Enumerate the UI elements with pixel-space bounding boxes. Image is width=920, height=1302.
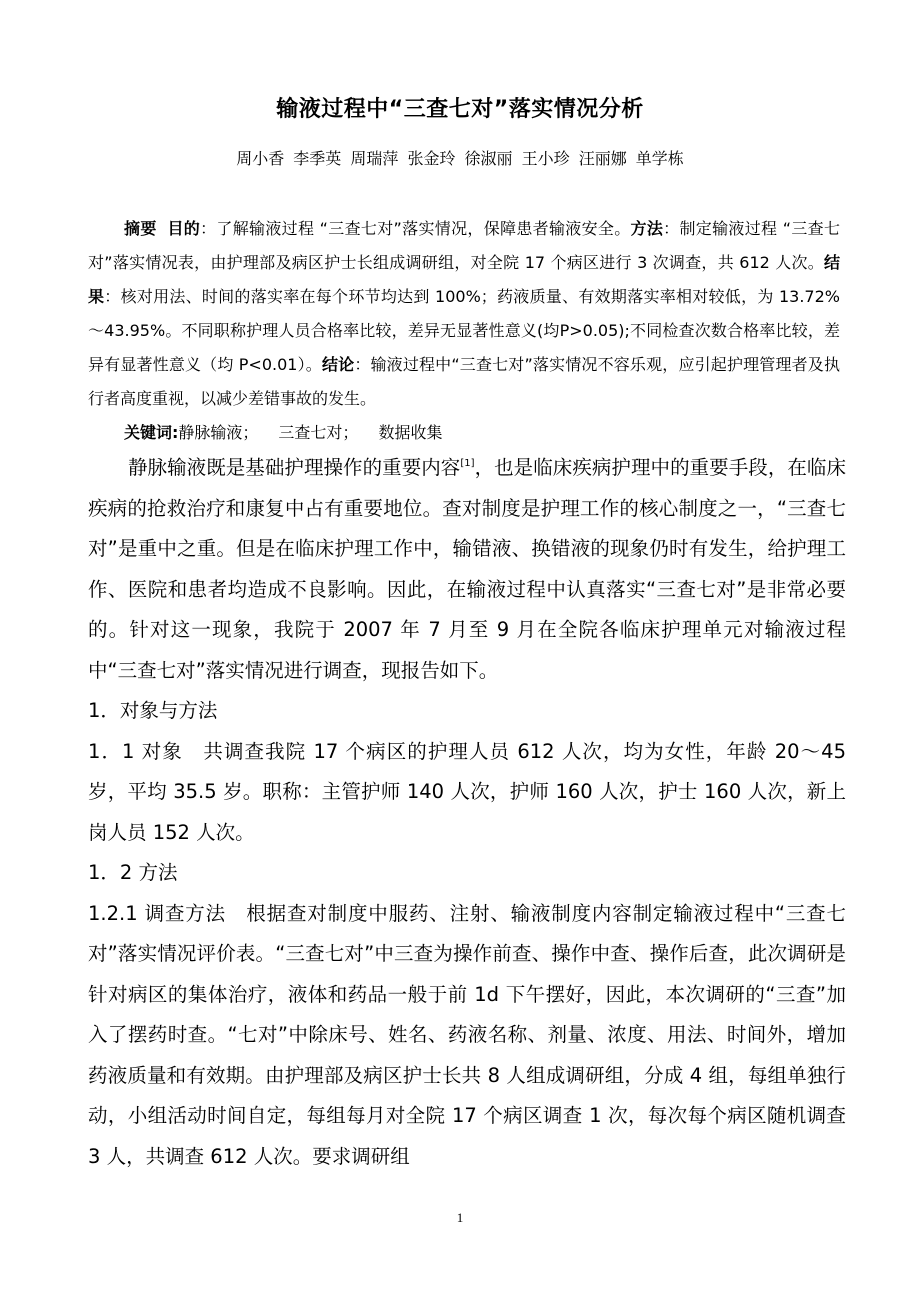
method-label: 方法 (630, 219, 664, 238)
objective-label: 目的 (167, 219, 201, 238)
conclusion-label: 结论 (321, 355, 355, 374)
reference-citation[interactable]: [1] (460, 458, 475, 469)
intro-text-rest: ，也是临床疾病护理中的重要手段，在临床疾病的抢救治疗和康复中占有重要地位。查对制度是护理工作的核心制度之一，“三查七对”是重中之重。但是在临床护理工作中，输错液、换错液的现象仍时有发生，给护理工作、医院和患者均造成不良影响。因此，在输液过程中认真落实“三查七对”是非常必要的。针对这一现象，我院于 2007 年 7 月至 9 月在全院各临床护理单元对输液过程中“三查七对”落实情况进行调查，现报告如下。 (88, 456, 846, 682)
result-text: ：核对用法、时间的落实率在每个环节均达到 100%；药液质量、有效期落实率相对较低，为 13.72%～43.95%。不同职称护理人员合格率比较，差异无显著性意义(均P>0.05);不同检查次数合格率比较，差异有显著性意义（均 P<0.01）。 (88, 287, 840, 374)
keywords-line (88, 416, 840, 450)
page-number: 1 (456, 1210, 464, 1225)
keyword-item: 三查七对； (278, 423, 359, 442)
result-label: 结果 (88, 253, 840, 306)
main-body (88, 448, 846, 1177)
section-1-1-paragraph: 1．1 对象 共调查我院 17 个病区的护理人员 612 人次，均为女性，年龄 20～45 岁，平均 35.5 岁。职称：主管护师 140 人次，护师 160 人次，护士 160 人次，新上岗人员 152 人次。 (88, 739, 846, 844)
section-heading-1: 1．对象与方法 (88, 699, 218, 722)
section-heading-1-2: 1．2 方法 (88, 861, 178, 884)
abstract-paragraph (88, 212, 840, 416)
abstract-block (88, 212, 840, 450)
method-text: ：制定输液过程 “三查七对”落实情况表，由护理部及病区护士长组成调研组，对全院 17 个病区进行 3 次调查，共 612 人次。 (88, 219, 840, 272)
objective-text: ：了解输液过程 “三查七对”落实情况，保障患者输液安全。 (200, 219, 631, 238)
section-1-2-1-paragraph: 1.2.1 调查方法 根据查对制度中服药、注射、输液制度内容制定输液过程中“三查七对”落实情况评价表。“三查七对”中三查为操作前查、操作中查、操作后查，此次调研是针对病区的集体治疗，液体和药品一般于前 1d 下午摆好，因此，本次调研的“三查”加入了摆药时查。“七对”中除床号、姓名、药液名称、剂量、浓度、用法、时间外，增加药液质量和有效期。由护理部及病区护士长共 8 人组成调研组，分成 4 组，每组单独行动，小组活动时间自定，每组每月对全院 17 个病区调查 1 次，每次每个病区随机调查 3 人，共调查 612 人次。要求调研组 (88, 901, 846, 1168)
keywords-label: 关键词: (124, 423, 179, 442)
intro-paragraph (88, 448, 846, 691)
conclusion-text: ：输液过程中“三查七对”落实情况不容乐观，应引起护理管理者及执行者高度重视，以减少差错事故的发生。 (88, 355, 840, 408)
keyword-item: 数据收集 (378, 423, 443, 442)
intro-text-start: 静脉输液既是基础护理操作的重要内容 (128, 456, 461, 479)
abstract-label: 摘要 (124, 219, 157, 238)
article-title: 输液过程中“三查七对”落实情况分析 (276, 97, 644, 122)
author-list: 周小香 李季英 周瑞萍 张金玲 徐淑丽 王小珍 汪丽娜 单学栋 (236, 149, 684, 168)
keyword-item: 静脉输液； (178, 423, 259, 442)
